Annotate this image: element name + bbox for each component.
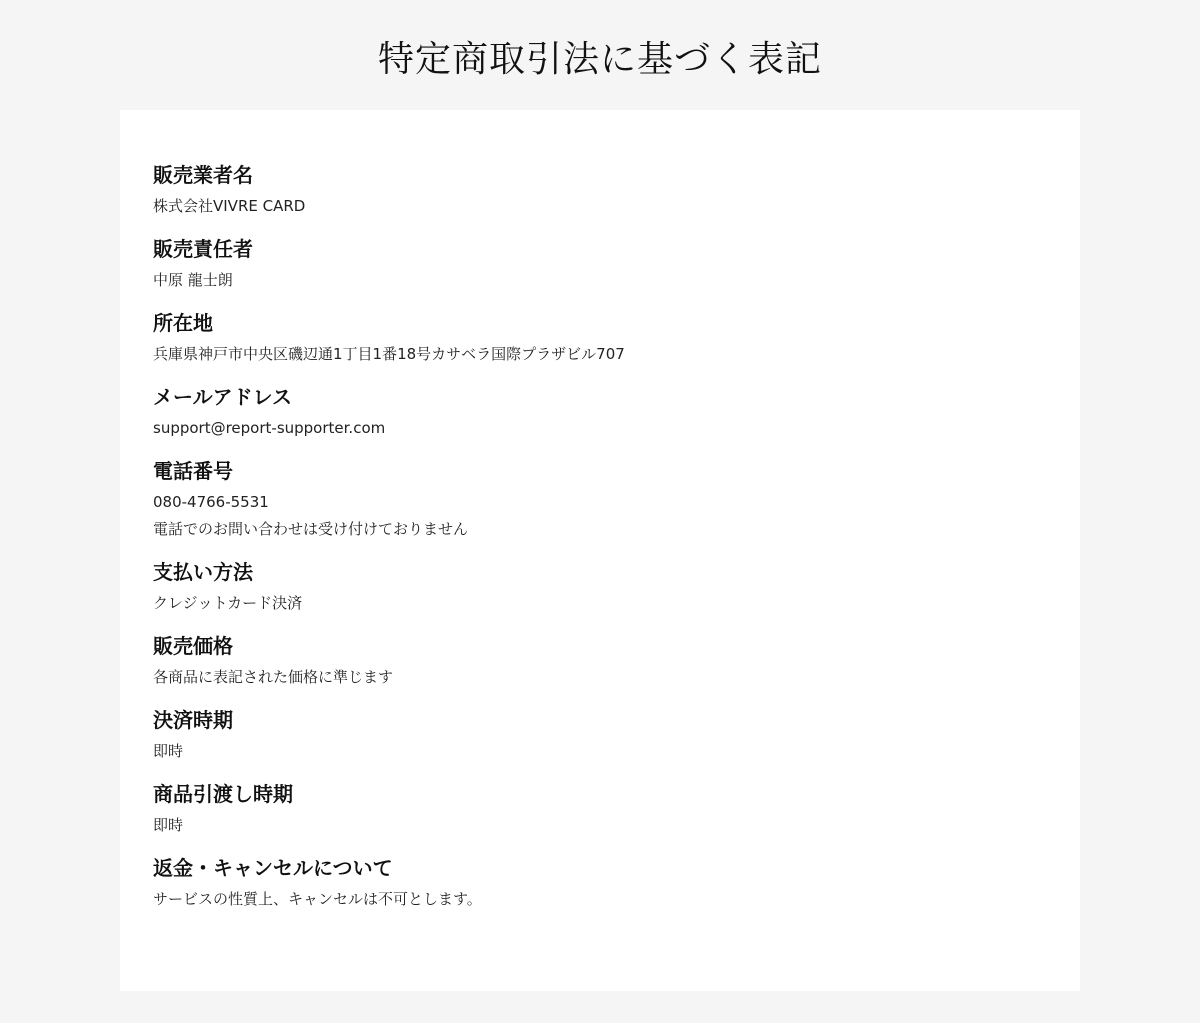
email-section xyxy=(153,382,1053,442)
disclosure-card xyxy=(120,110,1080,991)
payment-timing-section xyxy=(153,705,1053,765)
responsible-person-value: 中原 龍士朗 xyxy=(153,271,233,289)
delivery-timing-heading: 商品引渡し時期 xyxy=(153,782,293,806)
delivery-timing-section xyxy=(153,779,1053,839)
address-value: 兵庫県神戸市中央区磯辺通1丁目1番18号カサベラ国際プラザビル707 xyxy=(153,345,625,363)
refund-cancel-section xyxy=(153,853,1053,913)
price-heading: 販売価格 xyxy=(153,634,233,658)
disclosure-list xyxy=(153,160,1053,927)
seller-name-heading: 販売業者名 xyxy=(153,163,253,187)
refund-cancel-heading: 返金・キャンセルについて xyxy=(153,856,393,880)
payment-timing-heading: 決済時期 xyxy=(153,708,233,732)
seller-name-value: 株式会社VIVRE CARD xyxy=(153,197,306,215)
phone-section xyxy=(153,456,1053,543)
price-value: 各商品に表記された価格に準じます xyxy=(153,668,394,686)
responsible-person-heading: 販売責任者 xyxy=(153,237,253,261)
payment-method-heading: 支払い方法 xyxy=(153,560,253,584)
responsible-person-section xyxy=(153,234,1053,294)
payment-method-section xyxy=(153,557,1053,617)
email-heading: メールアドレス xyxy=(153,385,292,409)
seller-name-section xyxy=(153,160,1053,220)
phone-heading: 電話番号 xyxy=(153,459,233,483)
refund-cancel-value: サービスの性質上、キャンセルは不可とします。 xyxy=(153,890,482,908)
email-value: support@report-supporter.com xyxy=(153,419,386,437)
address-heading: 所在地 xyxy=(153,311,213,335)
address-section xyxy=(153,308,1053,368)
delivery-timing-value: 即時 xyxy=(153,816,184,834)
payment-method-value: クレジットカード決済 xyxy=(153,594,303,612)
page-title: 特定商取引法に基づく表記 xyxy=(377,39,822,80)
phone-note: 電話でのお問い合わせは受け付けておりません xyxy=(153,520,469,538)
price-section xyxy=(153,631,1053,691)
phone-number-value: 080-4766-5531 xyxy=(153,493,269,511)
payment-timing-value: 即時 xyxy=(153,742,184,760)
